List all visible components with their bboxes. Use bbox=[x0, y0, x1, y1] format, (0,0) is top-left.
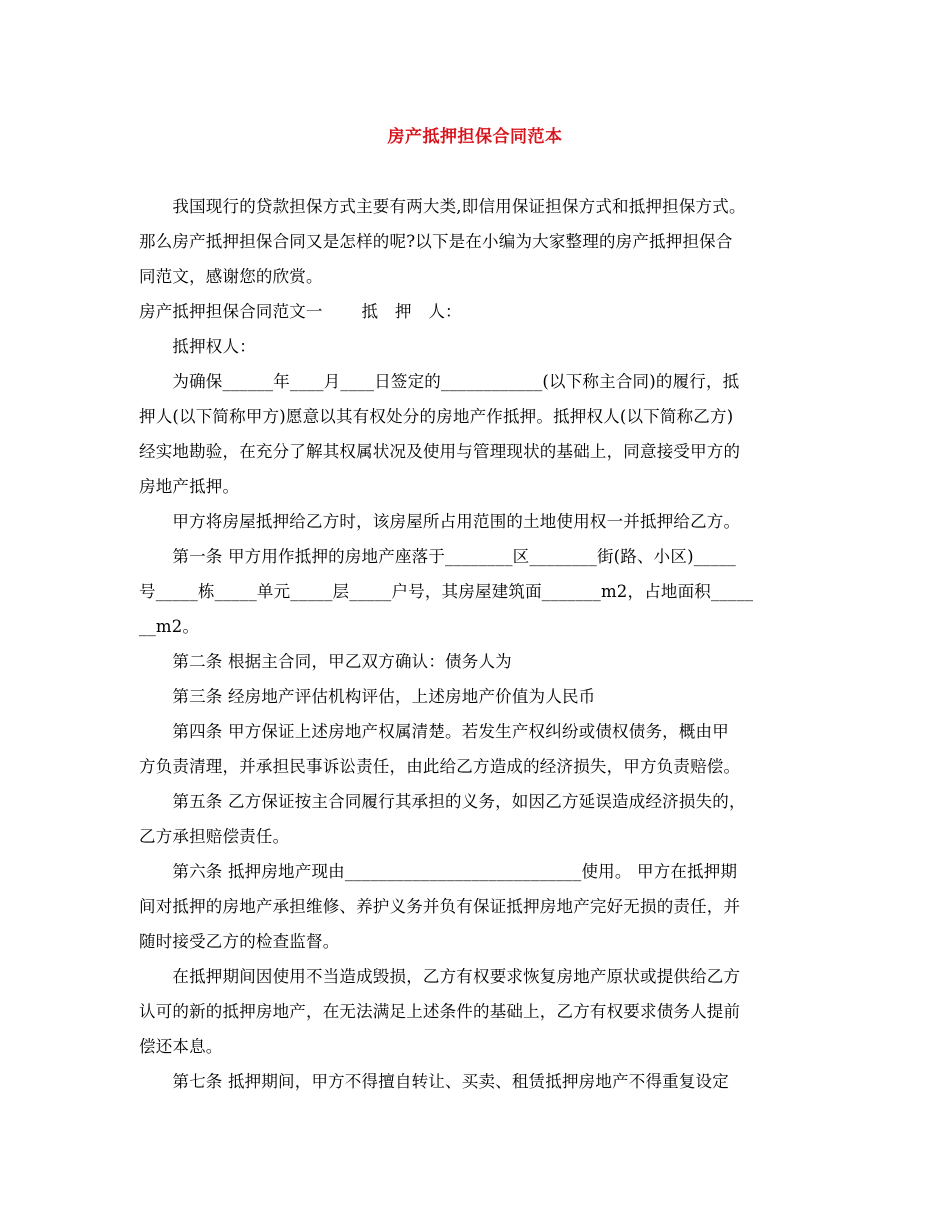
text-line: 经实地勘验，在充分了解其权属状况及使用与管理现状的基础上，同意接受甲方的 bbox=[139, 442, 741, 461]
text-line: 我国现行的贷款担保方式主要有两大类,即信用保证担保方式和抵押担保方式。 bbox=[139, 197, 746, 216]
text-line: 号_____栋_____单元_____层_____户号，其房屋建筑面_______m2，占地面积_____ bbox=[139, 582, 754, 601]
text-line: 随时接受乙方的检查监督。 bbox=[139, 932, 340, 951]
text-line: 抵押权人： bbox=[139, 337, 256, 356]
text-line: 方负责清理，并承担民事诉讼责任，由此给乙方造成的经济损失，甲方负责赔偿。 bbox=[139, 757, 741, 776]
text-line: 第三条 经房地产评估机构评估，上述房地产价值为人民币 bbox=[139, 687, 596, 706]
text-line: 为确保______年____月____日签定的____________(以下称主合同)的履行，抵 bbox=[139, 372, 740, 391]
text-line: 第一条 甲方用作抵押的房地产座落于________区________街(路、小区)_____ bbox=[139, 547, 736, 566]
text-line: 认可的新的抵押房地产，在无法满足上述条件的基础上，乙方有权要求债务人提前 bbox=[139, 1002, 741, 1021]
text-line: 房地产抵押。 bbox=[139, 477, 240, 496]
text-line: 第七条 抵押期间，甲方不得擅自转让、买卖、租赁抵押房地产不得重复设定 bbox=[139, 1072, 729, 1091]
document-title: 房产抵押担保合同范本 bbox=[387, 127, 563, 147]
text-line: 偿还本息。 bbox=[139, 1037, 223, 1056]
text-line: 房产抵押担保合同范文一 抵 押 人： bbox=[139, 302, 462, 321]
text-line: 第五条 乙方保证按主合同履行其承担的义务，如因乙方延误造成经济损失的， bbox=[139, 792, 746, 811]
text-line: __m2。 bbox=[139, 617, 200, 636]
text-line: 第二条 根据主合同，甲乙双方确认：债务人为 bbox=[139, 652, 512, 671]
text-line: 甲方将房屋抵押给乙方时，该房屋所占用范围的土地使用权一并抵押给乙方。 bbox=[139, 512, 741, 531]
text-line: 押人(以下简称甲方)愿意以其有权处分的房地产作抵押。抵押权人(以下简称乙方) bbox=[139, 407, 734, 426]
text-line: 那么房产抵押担保合同又是怎样的呢?以下是在小编为大家整理的房产抵押担保合 bbox=[139, 232, 733, 251]
text-line: 在抵押期间因使用不当造成毁损，乙方有权要求恢复房地产原状或提供给乙方 bbox=[139, 967, 741, 986]
text-line: 同范文，感谢您的欣赏。 bbox=[139, 267, 323, 286]
text-line: 乙方承担赔偿责任。 bbox=[139, 827, 290, 846]
text-line: 第六条 抵押房地产现由____________________________使用。 甲方在抵押期 bbox=[139, 862, 738, 881]
text-line: 间对抵押的房地产承担维修、养护义务并负有保证抵押房地产完好无损的责任，并 bbox=[139, 897, 741, 916]
text-line: 第四条 甲方保证上述房地产权属清楚。若发生产权纠纷或债权债务，概由甲 bbox=[139, 722, 729, 741]
